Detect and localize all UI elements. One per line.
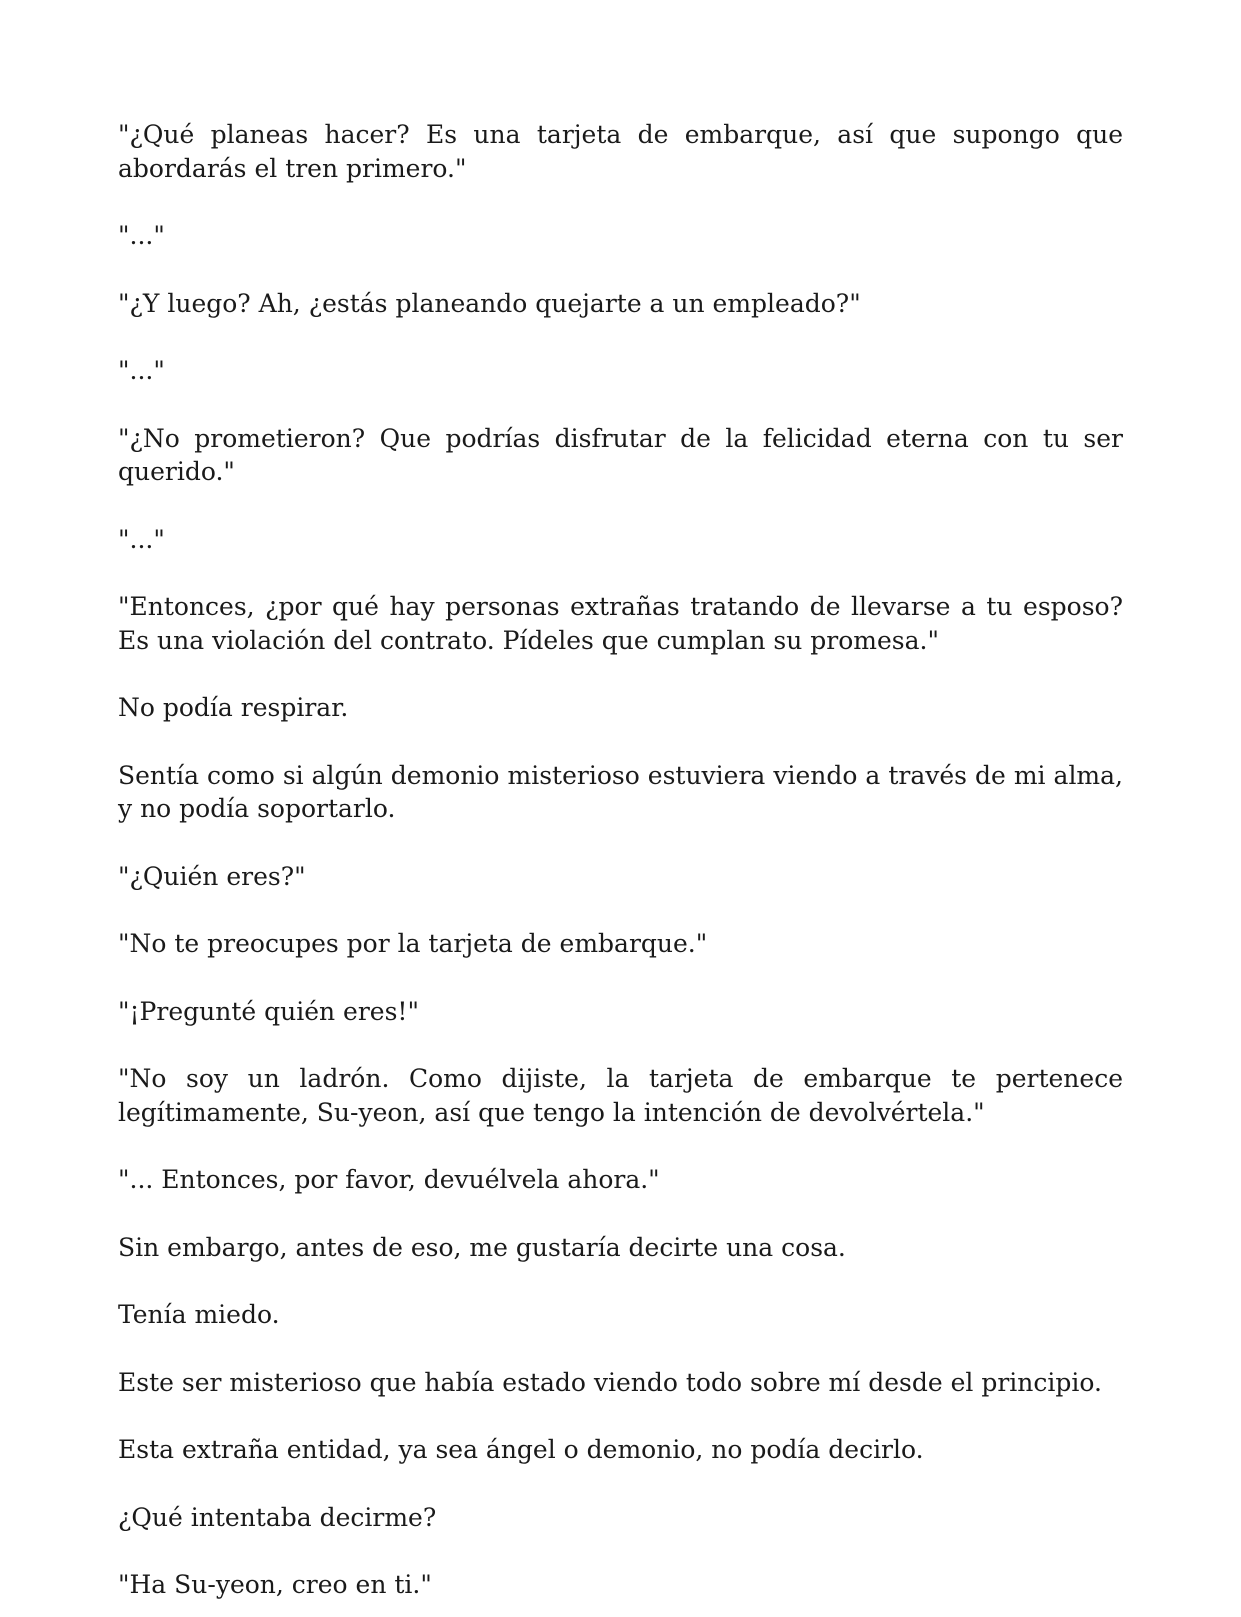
paragraph-11: "No te preocupes por la tarjeta de embarque." (118, 929, 708, 958)
paragraph-5: "¿No prometieron? Que podrías disfrutar de la felicidad eterna con tu ser querido." (118, 423, 1123, 486)
paragraph-17: Este ser misterioso que había estado viendo todo sobre mí desde el principio. (118, 1367, 1102, 1397)
paragraph-14: "... Entonces, por favor, devuélvela ahora." (118, 1165, 660, 1194)
paragraph-8: No podía respirar. (118, 693, 349, 722)
paragraph-9: Sentía como si algún demonio misterioso estuviera viendo a través de mi alma, y no podía soportarlo. (118, 760, 1123, 823)
paragraph-4: "..." (118, 356, 165, 385)
paragraph-16: Tenía miedo. (118, 1300, 280, 1329)
paragraph-6: "..." (118, 524, 165, 554)
paragraph-2: "..." (118, 221, 165, 250)
document-page (118, 118, 1123, 1602)
paragraph-20: "Ha Su-yeon, creo en ti." (118, 1570, 432, 1599)
paragraph-3: "¿Y luego? Ah, ¿estás planeando quejarte a un empleado?" (118, 288, 861, 318)
paragraph-1: "¿Qué planeas hacer? Es una tarjeta de embarque, así que supongo que abordarás el tren primero." (118, 120, 1123, 183)
paragraph-19: ¿Qué intentaba decirme? (118, 1502, 437, 1532)
paragraph-13: "No soy un ladrón. Como dijiste, la tarjeta de embarque te pertenece legítimamente, Su-yeon, así que tengo la intención de devolvértela." (118, 1064, 1123, 1127)
paragraph-15: Sin embargo, antes de eso, me gustaría decirte una cosa. (118, 1232, 846, 1262)
paragraph-18: Esta extraña entidad, ya sea ángel o demonio, no podía decirlo. (118, 1435, 924, 1464)
paragraph-10: "¿Quién eres?" (118, 861, 306, 891)
paragraph-12: "¡Pregunté quién eres!" (118, 996, 419, 1026)
paragraph-7: "Entonces, ¿por qué hay personas extrañas tratando de llevarse a tu esposo? Es una violación del contrato. Pídeles que cumplan su promesa." (118, 592, 1123, 655)
